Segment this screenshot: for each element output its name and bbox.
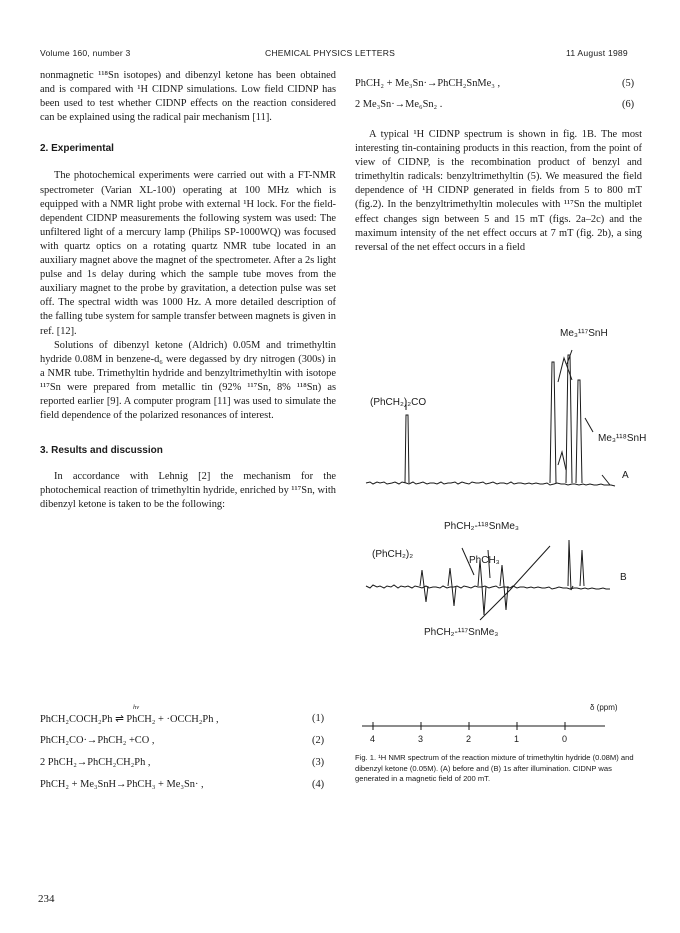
equation-4-number: (4) bbox=[312, 779, 325, 790]
equation-1-number: (1) bbox=[312, 713, 325, 724]
experimental-paragraph-2: Solutions of dibenzyl ketone (Aldrich) 0.05M and trimethyltin hydride 0.08M in benzene-d₆ were degassed by dry nitrogen (300s) in a NMR tube. Trimethyltin hydride and benzyltrimethyltin with isotope ¹¹⁷Sn were prepared from metallic tin (92% ¹¹⁷Sn, 8% ¹¹⁸Sn) as reported earlier [9]. A computer program [11] was used to simulate the field dependence of the polarized resonances of interest. bbox=[40, 339, 336, 422]
tick-label-0: 0 bbox=[562, 734, 568, 744]
section-3-heading: 3. Results and discussion bbox=[40, 445, 163, 457]
label-bibenzyl: (PhCH₂)₂ bbox=[372, 549, 414, 560]
page-number: 234 bbox=[38, 893, 55, 905]
header-date: 11 August 1989 bbox=[566, 48, 628, 58]
equation-3: 2 PhCH₂→PhCH₂CH₂Ph , bbox=[40, 757, 151, 768]
equation-2: PhCH₂CO·→PhCH₂ +CO , bbox=[40, 735, 155, 746]
intro-paragraph: nonmagnetic ¹¹⁸Sn isotopes) and dibenzyl ketone has been obtained and is compared with ¹H CIDNP simulations. Low field CIDNP has been used to test whether CIDNP effects on the reaction considered can be explained using the radical pair mechanism [11]. bbox=[40, 70, 336, 124]
section-2-heading: 2. Experimental bbox=[40, 143, 114, 155]
label-dibenzyl-ketone: (PhCH₂)₂CO bbox=[370, 397, 427, 408]
label-benzyltin-117: PhCH₂-¹¹⁷SnMe₃ bbox=[424, 627, 499, 638]
tick-label-4: 4 bbox=[370, 734, 376, 744]
equation-1: PhCH₂COCH₂Ph ⇌ PhCH₂ + ·OCCH₂Ph , bbox=[40, 714, 219, 725]
equation-3-number: (3) bbox=[312, 757, 325, 768]
header-journal: CHEMICAL PHYSICS LETTERS bbox=[265, 48, 396, 58]
figure-1-spectrum bbox=[340, 320, 650, 750]
peak-me3snh-b bbox=[568, 540, 584, 590]
equation-1-hv-label: hν bbox=[133, 704, 140, 711]
trace-a-baseline bbox=[366, 482, 615, 486]
label-benzyltin-118: PhCH₂-¹¹⁸SnMe₃ bbox=[444, 521, 519, 532]
axis-unit-label: δ (ppm) bbox=[590, 703, 618, 712]
right-column bbox=[355, 128, 642, 255]
header-volume: Volume 160, number 3 bbox=[40, 48, 131, 58]
label-trace-b: B bbox=[620, 572, 627, 583]
label-me3-118snh: Me₃¹¹⁸SnH bbox=[598, 433, 647, 444]
peak-me3-117snh bbox=[550, 355, 582, 483]
trace-b-baseline bbox=[366, 585, 610, 589]
equation-4: PhCH₂ + Me₃SnH→PhCH₃ + Me₃Sn· , bbox=[40, 779, 204, 790]
peak-dibenzyl-ketone bbox=[405, 415, 409, 483]
equation-5-number: (5) bbox=[622, 78, 635, 89]
equation-5: PhCH₂ + Me₃Sn·→PhCH₂SnMe₃ , bbox=[355, 78, 501, 89]
label-toluene: PhCH₃ bbox=[469, 555, 500, 566]
experimental-paragraph-1: The photochemical experiments were carried out with a FT-NMR spectrometer (Varian XL-100) operating at 100 MHz which is equipped with a NMR light probe with external ¹H lock. For the field-dependent CIDNP measurements the following system was used: The unfiltered light of a mercury lamp (Philips SP-1000WQ) was focused with quartz optics on a rotating quartz NMR tube located in an auxiliary magnet above the magnet of the spectrometer. After a 2s light pulse and 1s delay during which the sample tube moves from the auxiliary magnet to the probe by gravitation, a detection pulse was set off. The spectral width was 1000 Hz. A more detailed description of the falling tube system for sample transfer between magnets is given in ref. [12]. bbox=[40, 170, 336, 337]
tick-label-2: 2 bbox=[466, 734, 472, 744]
results-paragraph-1: In accordance with Lehnig [2] the mechanism for the photochemical reaction of trimethyltin hydride, enriched by ¹¹⁷Sn, with dibenzyl ketone is taken to be the following: bbox=[40, 471, 336, 511]
tick-label-1: 1 bbox=[514, 734, 520, 744]
results-paragraph-2: A typical ¹H CIDNP spectrum is shown in fig. 1B. The most interesting tin-containing products in this reaction, from the point of view of CIDNP, is the recombination product of benzyl and trimethyltin radicals: benzyltrimethyltin (5). We measured the field dependence of ¹H CIDNP generated in fields from 5 to 800 mT (fig.2). In the benzyltrimethyltin molecules with ¹¹⁷Sn the multiplet effect changes sign between 5 and 15 mT (figs. 2a–2c) and the maximum intensity of the net effect occurs at 7 mT (fig. 2b), a sing reversal of the net effect occurs in a field bbox=[355, 129, 642, 253]
equation-6-number: (6) bbox=[622, 99, 635, 110]
equation-2-number: (2) bbox=[312, 735, 325, 746]
label-trace-a: A bbox=[622, 470, 629, 481]
left-column bbox=[40, 69, 336, 513]
figure-1-caption: Fig. 1. ¹H NMR spectrum of the reaction mixture of trimethyltin hydride (0.08M) and dibenzyl ketone (0.05M). (A) before and (B) 1s after illumination. CIDNP was generated in a magnetic field of 200 mT. bbox=[355, 753, 634, 784]
label-me3-117snh: Me₃¹¹⁷SnH bbox=[560, 328, 608, 339]
tick-label-3: 3 bbox=[418, 734, 424, 744]
equation-6: 2 Me₃Sn·→Me₆Sn₂ . bbox=[355, 99, 443, 110]
